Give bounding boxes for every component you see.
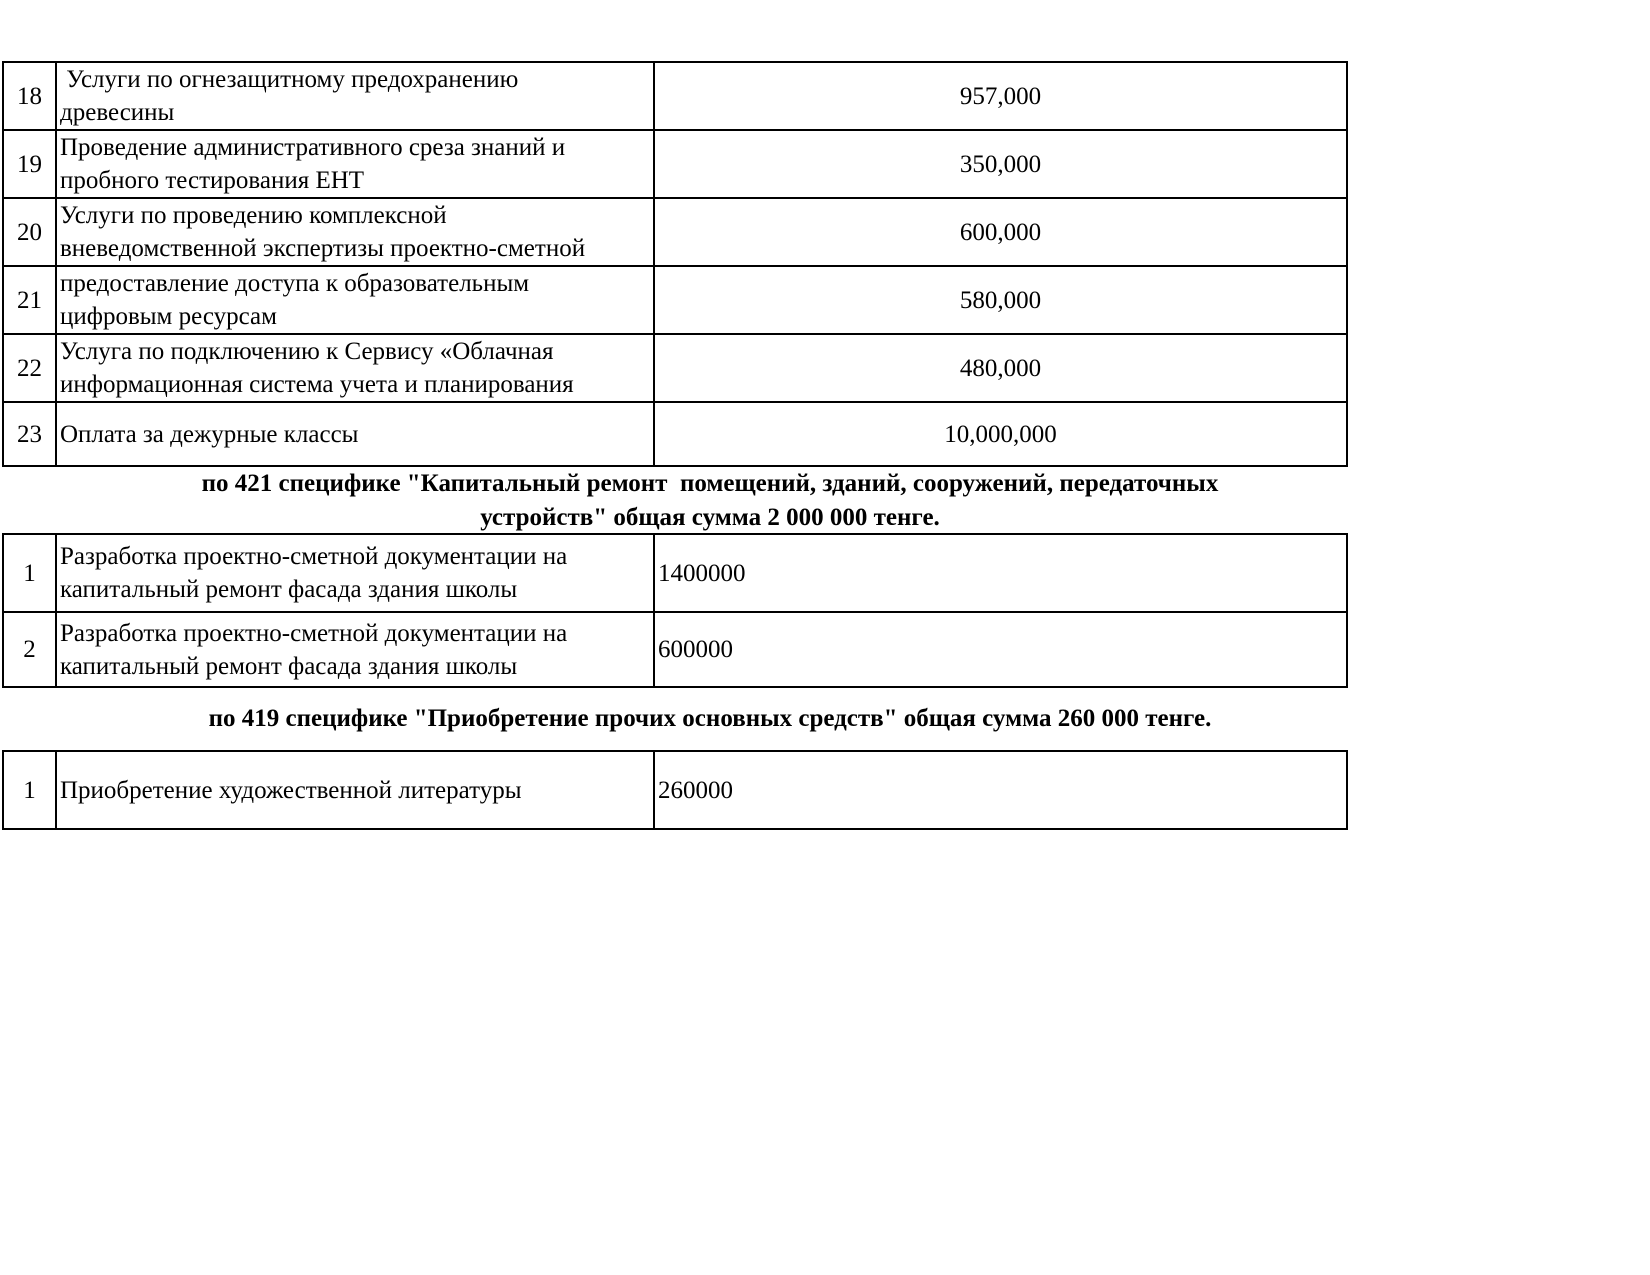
row-number: 1 xyxy=(3,751,56,829)
row-description xyxy=(56,266,654,334)
services-table xyxy=(2,61,1348,467)
table-row xyxy=(3,62,1347,130)
row-amount: 480,000 xyxy=(654,334,1347,402)
section-heading-419: по 419 специфике "Приобретение прочих основных средств" общая сумма 260 000 тенге. xyxy=(208,705,1212,732)
row-number: 23 xyxy=(3,402,56,466)
row-description xyxy=(56,534,654,612)
row-amount: 260000 xyxy=(654,751,1347,829)
description-line: цифровым ресурсам xyxy=(60,303,277,330)
row-amount: 580,000 xyxy=(654,266,1347,334)
table-row xyxy=(3,402,1347,466)
row-amount: 600000 xyxy=(654,612,1347,687)
row-number: 1 xyxy=(3,534,56,612)
table-row xyxy=(3,751,1347,829)
row-amount: 957,000 xyxy=(654,62,1347,130)
row-number: 2 xyxy=(3,612,56,687)
description-line: пробного тестирования ЕНТ xyxy=(60,167,365,194)
row-description: Оплата за дежурные классы xyxy=(56,402,654,466)
description-line: предоставление доступа к образовательным xyxy=(60,270,530,297)
row-amount: 600,000 xyxy=(654,198,1347,266)
description-line: капитальный ремонт фасада здания школы xyxy=(60,576,518,603)
table-row xyxy=(3,334,1347,402)
row-description xyxy=(56,612,654,687)
row-number: 22 xyxy=(3,334,56,402)
description-line: информационная система учета и планирования xyxy=(60,371,574,398)
row-number: 20 xyxy=(3,198,56,266)
capital-repair-table xyxy=(2,533,1348,688)
row-description: Приобретение художественной литературы xyxy=(56,751,654,829)
table-row xyxy=(3,612,1347,687)
heading-line: устройств" общая сумма 2 000 000 тенге. xyxy=(480,504,940,531)
row-amount: 350,000 xyxy=(654,130,1347,198)
description-line: вневедомственной экспертизы проектно-сметной xyxy=(60,235,586,262)
section-heading-421 xyxy=(90,467,1330,535)
description-line: древесины xyxy=(60,99,175,126)
row-amount: 1400000 xyxy=(654,534,1347,612)
row-number: 18 xyxy=(3,62,56,130)
table-row xyxy=(3,534,1347,612)
table-row xyxy=(3,266,1347,334)
row-number: 19 xyxy=(3,130,56,198)
description-line: Разработка проектно-сметной документации на xyxy=(60,619,568,647)
row-amount: 10,000,000 xyxy=(654,402,1347,466)
table-row xyxy=(3,198,1347,266)
row-description xyxy=(56,198,654,266)
heading-line: по 421 специфике "Капитальный ремонт помещений, зданий, сооружений, передаточных xyxy=(201,470,1219,497)
description-line: капитальный ремонт фасада здания школы xyxy=(60,652,518,680)
row-description xyxy=(56,130,654,198)
fixed-assets-table xyxy=(2,750,1348,830)
description-line: Проведение административного среза знаний и xyxy=(60,134,566,161)
table-row xyxy=(3,130,1347,198)
row-description xyxy=(56,334,654,402)
row-description xyxy=(56,62,654,130)
description-line: Услуга по подключению к Сервису «Облачная xyxy=(60,338,554,365)
description-line: Услуги по огнезащитному предохранению xyxy=(60,66,519,93)
description-line: Разработка проектно-сметной документации на xyxy=(60,543,568,570)
row-number: 21 xyxy=(3,266,56,334)
description-line: Услуги по проведению комплексной xyxy=(60,202,447,229)
